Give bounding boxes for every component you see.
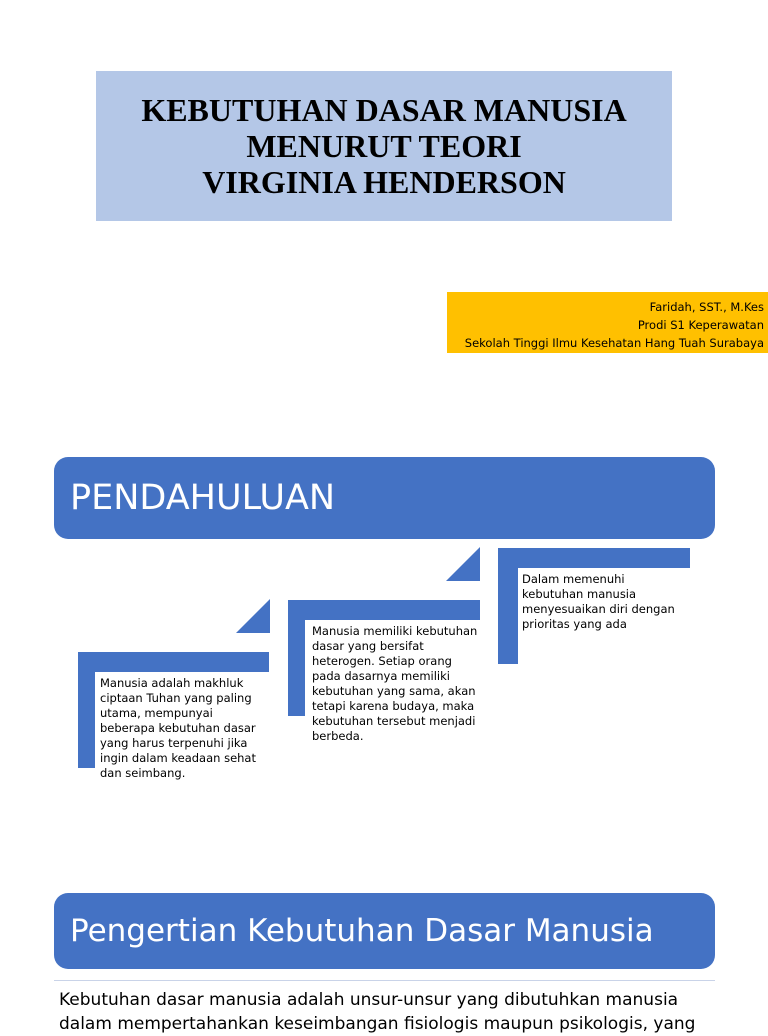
section-body-text: Kebutuhan dasar manusia adalah unsur-unsur yang dibutuhkan manusia dalam mempertahankan keseimbangan fisiologis maupun psikologis, yang <box>59 990 696 1034</box>
title-line-3: VIRGINIA HENDERSON <box>202 164 566 200</box>
title-box <box>96 71 672 221</box>
section-heading-label: PENDAHULUAN <box>70 478 336 518</box>
section-heading-pendahuluan <box>54 457 715 539</box>
step-2-side-bar <box>288 600 305 716</box>
author-box <box>447 292 768 353</box>
step-3-side-bar <box>498 548 518 664</box>
step-1-text: Manusia adalah makhluk ciptaan Tuhan yang paling utama, mempunyai beberapa kebutuhan dasar yang harus terpenuhi jika ingin dalam keadaan sehat dan seimbang. <box>100 676 256 780</box>
author-program: Prodi S1 Keperawatan <box>637 317 764 332</box>
section-heading-pengertian <box>54 893 715 969</box>
step-1-side-bar <box>78 652 95 768</box>
step-2-top-bar <box>288 600 480 620</box>
title-line-2: MENURUT TEORI <box>246 128 522 164</box>
title-line-1: KEBUTUHAN DASAR MANUSIA <box>141 92 627 128</box>
section-heading-label: Pengertian Kebutuhan Dasar Manusia <box>70 913 654 949</box>
step-1-corner-triangle <box>236 599 270 633</box>
author-institution: Sekolah Tinggi Ilmu Kesehatan Hang Tuah Surabaya <box>464 335 764 350</box>
section-divider <box>54 980 715 981</box>
step-3-top-bar <box>498 548 690 568</box>
step-3-text: Dalam memenuhi kebutuhan manusia menyesuaikan diri dengan prioritas yang ada <box>522 572 675 631</box>
author-name: Faridah, SST., M.Kes <box>649 299 764 314</box>
step-2-corner-triangle <box>446 547 480 581</box>
step-1-top-bar <box>78 652 269 672</box>
step-2-text: Manusia memiliki kebutuhan dasar yang bersifat heterogen. Setiap orang pada dasarnya memiliki kebutuhan yang sama, akan tetapi karena budaya, maka kebutuhan tersebut menjadi berbeda. <box>312 624 478 743</box>
